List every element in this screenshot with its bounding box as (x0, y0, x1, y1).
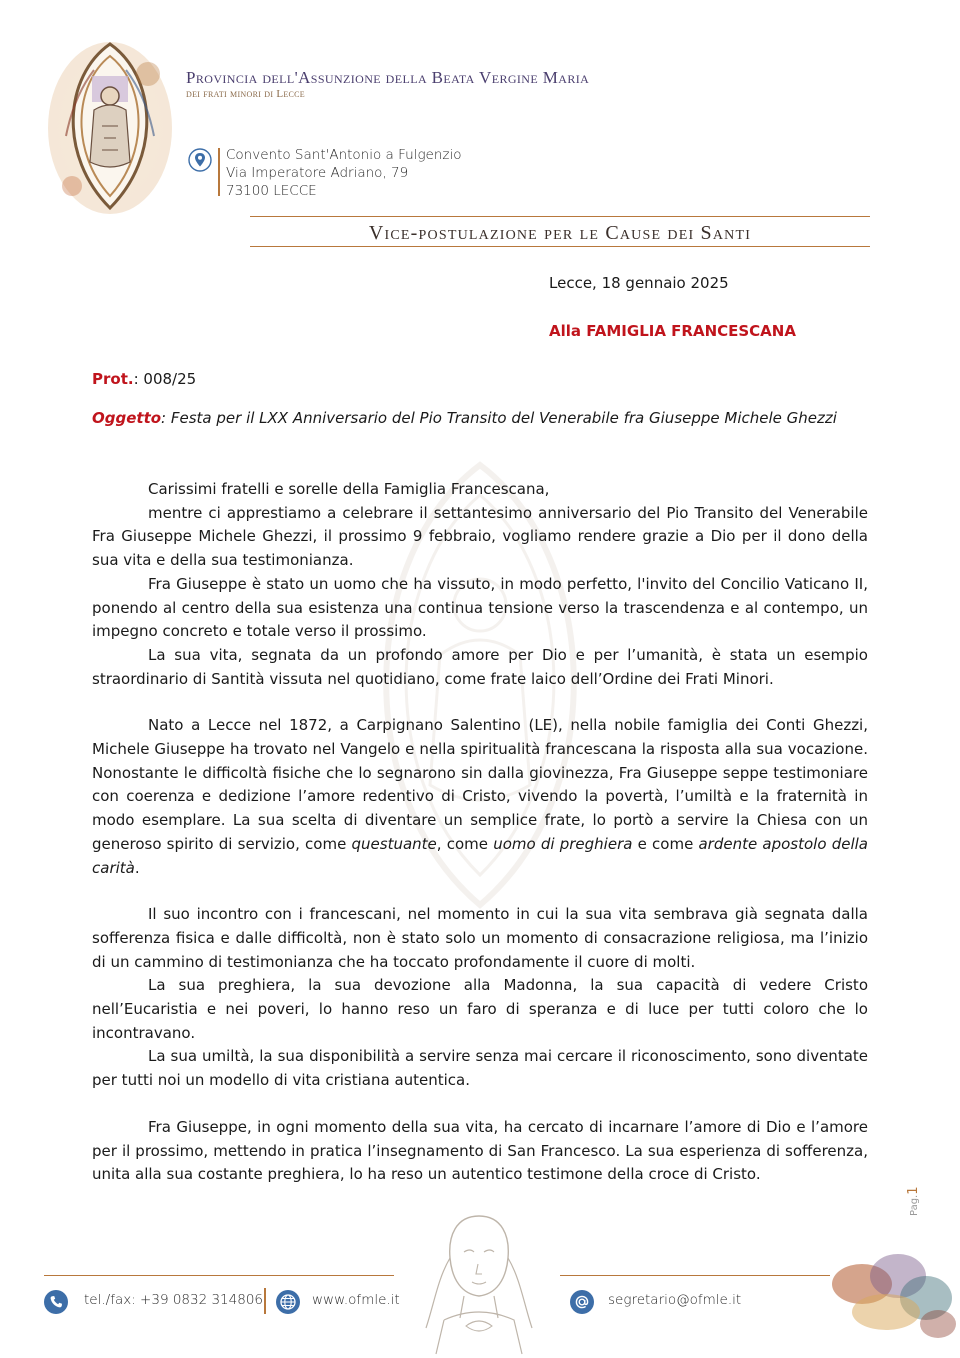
letter-recipient: Alla FAMIGLIA FRANCESCANA (549, 322, 796, 340)
office-title: Vice-postulazione per le Cause dei Santi (368, 222, 752, 244)
province-subtitle: dei frati minori di Lecce (186, 88, 305, 100)
page-number: Pag.1 (906, 1186, 921, 1216)
protocol-label: Prot. (92, 370, 134, 388)
paragraph-7: La sua umiltà, la sua disponibilità a servire senza mai cercare il riconoscimento, sono diventate per tutti noi un modello di vita cristiana autentica. (92, 1047, 868, 1090)
paragraph-6: La sua preghiera, la sua devozione alla Madonna, la sua capacità di vedere Cristo nell’Eucaristia e nei poveri, lo hanno reso un faro di speranza e di luce per tutti coloro che lo incontravano. (92, 976, 868, 1042)
footer-rule-right (560, 1275, 830, 1276)
footer-website[interactable]: www.ofmle.it (312, 1292, 400, 1308)
footer-phone: tel./fax: +39 0832 314806 (84, 1292, 264, 1308)
greeting: Carissimi fratelli e sorelle della Famiglia Francescana, (148, 480, 550, 498)
footer-divider-1 (264, 1288, 266, 1314)
paragraph-3: La sua vita, segnata da un profondo amore per Dio e per l’umanità, è stata un esempio straordinario di Santità vissuta nel quotidiano, come frate laico dell’Ordine dei Frati Minori. (92, 645, 868, 688)
paragraph-2: Fra Giuseppe è stato un uomo che ha vissuto, in modo perfetto, l'invito del Concilio Vaticano II, ponendo al centro della sua esistenza una continua tensione verso la trascendenza e al contempo, un impegno concreto e totale verso il prossimo. (92, 574, 868, 641)
subject-line (92, 409, 837, 427)
address-divider (218, 148, 220, 196)
paragraph-4: Nato a Lecce nel 1872, a Carpignano Salentino (LE), nella nobile famiglia dei Conti Ghezzi, Michele Giuseppe ha trovato nel Vangelo e nella spiritualità francescana la risposta alla sua vocazione. Nonostante le difficoltà fisiche che lo segnarono sin dalla giovinezza, Fra Giuseppe seppe testimoniare con coerenza e dedizione l’amore redentivo di Cristo, vivendo la povertà, l’umiltà e la fraternità in modo esemplare. La sua scelta di diventare un semplice frate, lo portò a servire la Chiesa con un generoso spirito di servizio, come questuante, come uomo di preghiera e come ardente apostolo della carità. (92, 716, 868, 877)
address-line-2: Via Imperatore Adriano, 79 (226, 165, 409, 181)
at-sign-icon (570, 1290, 594, 1314)
friar-portrait-sketch (404, 1208, 554, 1358)
address-line-3: 73100 LECCE (226, 183, 317, 199)
letter-date: Lecce, 18 gennaio 2025 (549, 274, 729, 292)
province-title: Provincia dell'Assunzione della Beata Vergine Maria (186, 68, 590, 87)
letter-body (92, 478, 868, 1187)
footer-email[interactable]: segretario@ofmle.it (608, 1292, 742, 1308)
protocol-line (92, 370, 196, 388)
seal-emblem (44, 36, 174, 216)
subject-value: : Festa per il LXX Anniversario del Pio Transito del Venerabile fra Giuseppe Michele Ghezzi (161, 409, 837, 427)
watercolor-splash (820, 1236, 960, 1346)
paragraph-1: mentre ci apprestiamo a celebrare il settantesimo anniversario del Pio Transito del Venerabile Fra Giuseppe Michele Ghezzi, il prossimo 9 febbraio, vogliamo rendere grazie a Dio per il dono della sua vita e della sua testimonianza. (92, 503, 868, 570)
address-block (226, 146, 462, 200)
protocol-value: : 008/25 (133, 370, 197, 388)
footer-rule-left (44, 1275, 394, 1276)
location-pin-icon (188, 148, 212, 172)
paragraph-5: Il suo incontro con i francescani, nel momento in cui la sua vita sembrava già segnata dalla sofferenza fisica e dalle difficoltà, non è stato solo un momento di consacrazione religiosa, ma l’inizio di un cammino di testimonianza che ha toccato profondamente il cuore di molti. (92, 905, 868, 971)
header-rule-top (250, 216, 870, 217)
globe-icon (276, 1290, 300, 1314)
address-line-1: Convento Sant'Antonio a Fulgenzio (226, 147, 462, 163)
phone-icon (44, 1290, 68, 1314)
header-rule-bottom (250, 246, 870, 247)
subject-label: Oggetto (92, 409, 162, 427)
paragraph-8: Fra Giuseppe, in ogni momento della sua vita, ha cercato di incarnare l’amore di Dio e l’amore per il prossimo, mettendo in pratica l’insegnamento di San Francesco. La sua esperienza di sofferenza, unita alla sua costante preghiera, lo ha reso un autentico testimone della croce di Cristo. (92, 1117, 868, 1184)
